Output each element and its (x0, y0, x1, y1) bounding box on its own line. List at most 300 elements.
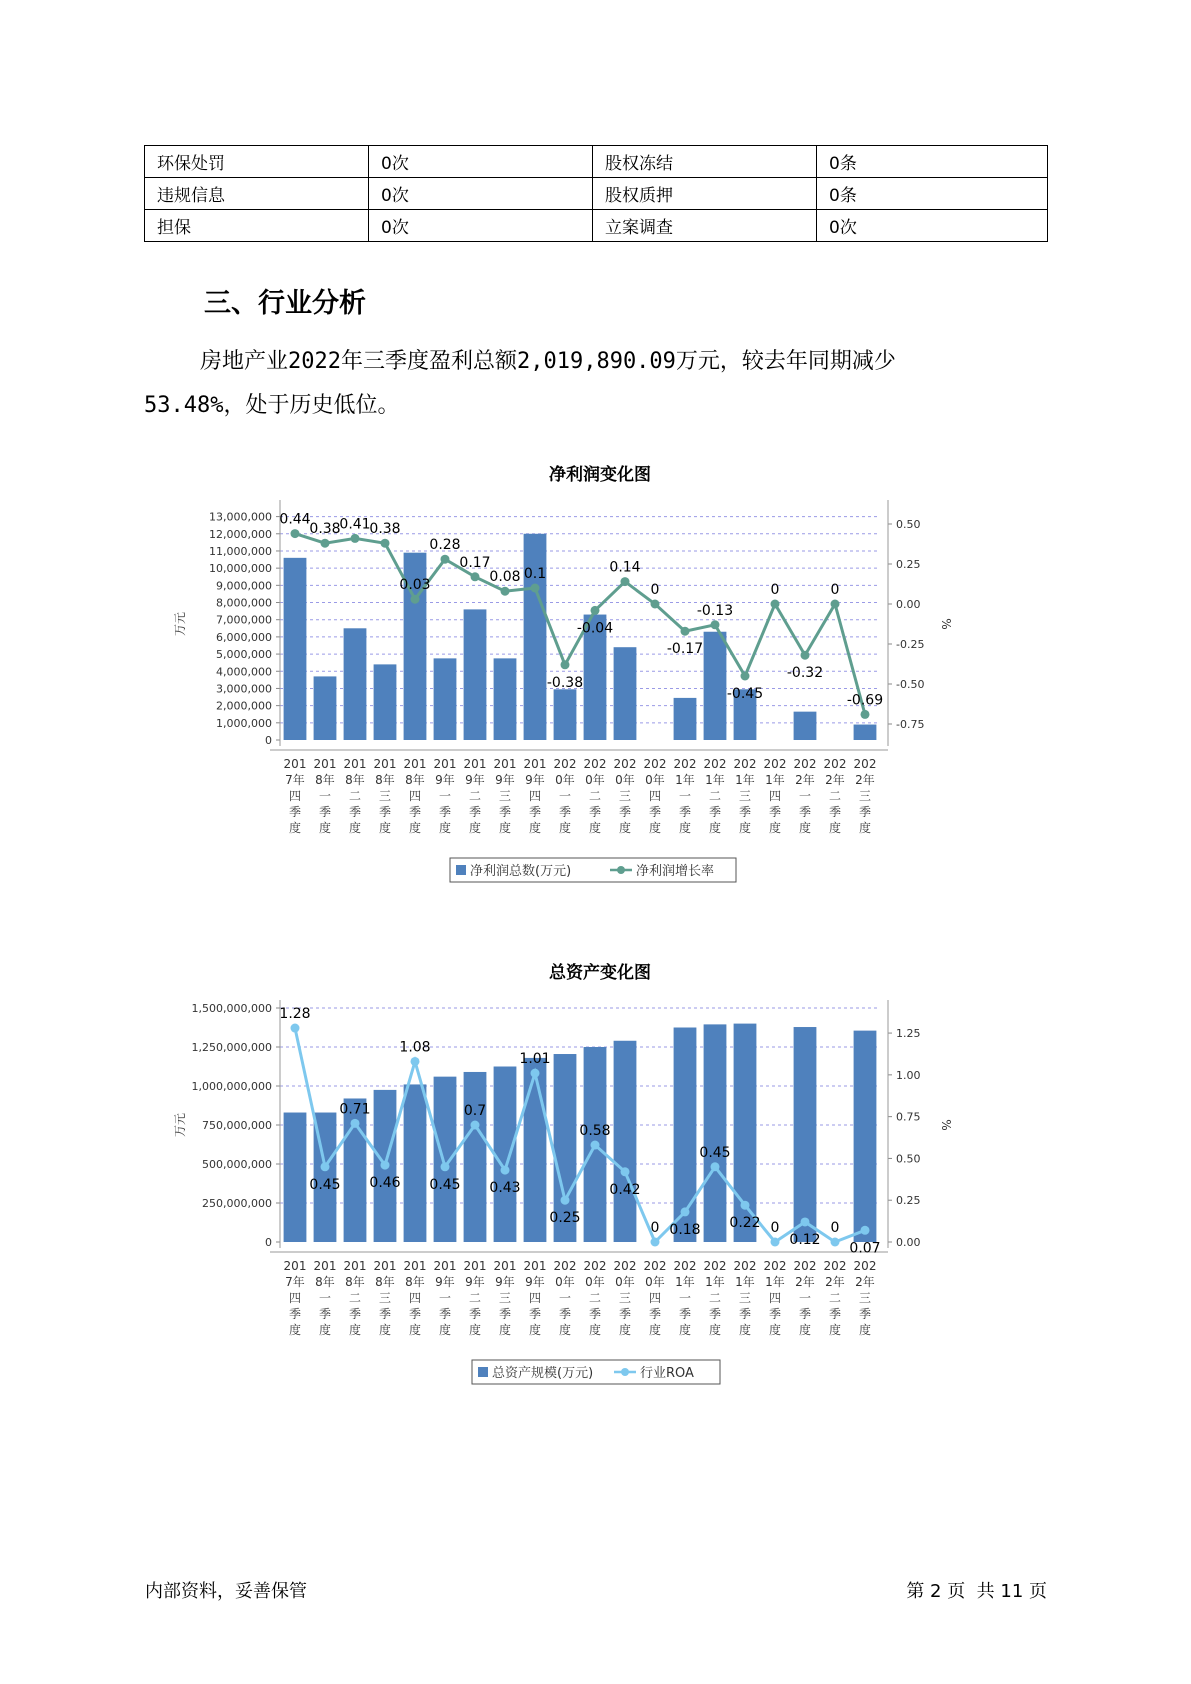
x-tick-label: 202 (643, 1259, 667, 1273)
x-tick-label: 0年 (645, 773, 665, 787)
x-tick-label: 季 (498, 1307, 512, 1321)
x-tick-label: 2年 (825, 773, 845, 787)
x-tick-label: 一 (438, 789, 452, 803)
line-point (321, 539, 330, 548)
y-axis-label: 万元 (173, 1112, 187, 1138)
table-cell: 违规信息 (145, 178, 369, 210)
x-tick-label: 季 (318, 805, 332, 819)
bar (344, 628, 367, 740)
x-tick-label: 季 (858, 1307, 872, 1321)
x-tick-label: 度 (498, 1323, 512, 1337)
x-tick-label: 202 (793, 757, 817, 771)
x-tick-label: 度 (318, 821, 332, 835)
bar (494, 1067, 517, 1243)
data-label: -0.04 (576, 620, 614, 637)
y-tick-label: 1,500,000,000 (191, 1002, 272, 1015)
x-tick-label: 202 (553, 1259, 577, 1273)
x-tick-label: 1年 (705, 773, 725, 787)
x-tick-label: 度 (858, 821, 872, 835)
x-tick-label: 202 (673, 1259, 697, 1273)
x-tick-label: 度 (708, 821, 722, 835)
x-tick-label: 季 (408, 1307, 422, 1321)
x-tick-label: 三 (378, 1291, 392, 1305)
y2-tick-label: 1.25 (896, 1027, 921, 1041)
bar (704, 1024, 727, 1242)
x-tick-label: 二 (828, 789, 842, 803)
line-point (681, 1207, 690, 1216)
x-tick-label: 季 (288, 805, 302, 819)
x-tick-label: 季 (498, 805, 512, 819)
line-point (561, 1196, 570, 1205)
x-tick-label: 2年 (795, 773, 815, 787)
x-tick-label: 7年 (285, 1275, 305, 1289)
bar (614, 1041, 637, 1242)
x-tick-label: 三 (378, 789, 392, 803)
x-tick-label: 度 (558, 1323, 572, 1337)
x-tick-label: 二 (708, 789, 722, 803)
bar (464, 609, 487, 740)
x-tick-label: 季 (858, 805, 872, 819)
data-label: 1.28 (279, 1006, 311, 1023)
x-tick-label: 季 (828, 805, 842, 819)
x-tick-label: 201 (313, 1259, 337, 1273)
x-tick-label: 201 (523, 757, 547, 771)
x-tick-label: 二 (468, 789, 482, 803)
bar (794, 1027, 817, 1242)
y-tick-label: 250,000,000 (202, 1197, 272, 1210)
y-tick-label: 0 (265, 1236, 272, 1249)
x-tick-label: 度 (438, 821, 452, 835)
y2-tick-label: 0.25 (896, 558, 921, 571)
x-tick-label: 三 (738, 1291, 752, 1305)
table-cell: 股权质押 (593, 178, 817, 210)
x-tick-label: 度 (678, 1323, 692, 1337)
x-tick-label: 202 (823, 1259, 847, 1273)
y-tick-label: 10,000,000 (209, 562, 272, 576)
x-tick-label: 度 (858, 1323, 872, 1337)
line-point (441, 1162, 450, 1171)
x-tick-label: 8年 (375, 773, 395, 787)
x-tick-label: 9年 (465, 773, 485, 787)
x-tick-label: 202 (673, 757, 697, 771)
x-tick-label: 201 (343, 1259, 367, 1273)
x-tick-label: 1年 (675, 1275, 695, 1289)
x-tick-label: 202 (553, 757, 577, 771)
x-tick-label: 202 (613, 1259, 637, 1273)
x-tick-label: 1年 (675, 773, 695, 787)
data-label: 0 (650, 1220, 660, 1236)
x-tick-label: 201 (433, 757, 457, 771)
x-tick-label: 四 (648, 789, 662, 803)
x-tick-label: 三 (618, 789, 632, 803)
line-point (321, 1162, 330, 1171)
x-tick-label: 202 (763, 1259, 787, 1273)
table-cell: 0次 (369, 178, 593, 210)
line-point (771, 600, 780, 609)
data-label: 0.12 (789, 1231, 821, 1248)
line-point (741, 672, 750, 681)
x-tick-label: 季 (828, 1307, 842, 1321)
data-label: 0.45 (699, 1144, 731, 1161)
x-tick-label: 201 (373, 1259, 397, 1273)
x-tick-label: 度 (798, 821, 812, 835)
x-tick-label: 度 (588, 821, 602, 835)
legend-label-line: 净利润增长率 (636, 864, 715, 879)
x-tick-label: 7年 (285, 773, 305, 787)
line-point (801, 651, 810, 660)
y2-tick-label: 0.00 (896, 598, 921, 611)
data-label: 0.28 (429, 537, 461, 554)
line-point (291, 1024, 300, 1033)
x-tick-label: 季 (768, 805, 782, 819)
x-tick-label: 四 (648, 1291, 662, 1305)
x-tick-label: 度 (738, 1323, 752, 1337)
x-tick-label: 9年 (435, 1275, 455, 1289)
table-cell: 0次 (369, 146, 593, 178)
x-tick-label: 二 (348, 789, 362, 803)
data-label: 0.07 (849, 1240, 881, 1257)
line-point (381, 539, 390, 548)
bar (704, 632, 727, 740)
line-point (651, 1238, 660, 1247)
line-point (831, 1238, 840, 1247)
x-tick-label: 201 (283, 757, 307, 771)
line-point (441, 555, 450, 564)
x-tick-label: 季 (408, 805, 422, 819)
data-label: 0 (770, 1220, 780, 1236)
x-tick-label: 季 (738, 805, 752, 819)
line-point (741, 1201, 750, 1210)
x-tick-label: 0年 (645, 1275, 665, 1289)
x-tick-label: 0年 (615, 1275, 635, 1289)
x-tick-label: 度 (348, 821, 362, 835)
data-label: 0.45 (429, 1176, 461, 1193)
x-tick-label: 度 (528, 821, 542, 835)
x-tick-label: 四 (288, 1291, 302, 1305)
data-label: 0 (830, 582, 840, 598)
risk-info-table (144, 145, 1048, 242)
data-label: 0.17 (459, 554, 491, 571)
x-tick-label: 202 (733, 757, 757, 771)
x-tick-label: 度 (558, 821, 572, 835)
x-tick-label: 一 (558, 789, 572, 803)
x-tick-label: 8年 (345, 773, 365, 787)
x-tick-label: 度 (408, 1323, 422, 1337)
x-tick-label: 季 (708, 1307, 722, 1321)
data-label: 0 (650, 582, 660, 598)
x-tick-label: 二 (588, 789, 602, 803)
data-label: -0.13 (696, 602, 734, 619)
x-tick-label: 8年 (405, 1275, 425, 1289)
line-point (471, 572, 480, 581)
x-tick-label: 202 (643, 757, 667, 771)
y-tick-label: 1,000,000,000 (191, 1080, 272, 1093)
x-tick-label: 1年 (765, 773, 785, 787)
legend-swatch-marker (621, 1368, 629, 1376)
y2-tick-label: 1.00 (896, 1068, 921, 1082)
x-tick-label: 季 (678, 805, 692, 819)
x-tick-label: 度 (348, 1323, 362, 1337)
table-cell: 0条 (817, 146, 1048, 178)
paragraph-text-1: 房地产业2022年三季度盈利总额2,019,890.09万元，较去年同期减少 (200, 349, 896, 374)
x-tick-label: 1年 (735, 1275, 755, 1289)
x-tick-label: 202 (823, 757, 847, 771)
x-tick-label: 季 (468, 805, 482, 819)
bar (674, 698, 697, 740)
y-tick-label: 500,000,000 (202, 1158, 272, 1171)
line-point (411, 595, 420, 604)
data-label: 0.14 (609, 559, 641, 576)
net-profit-chart (160, 492, 1000, 912)
table-cell: 担保 (145, 210, 369, 242)
line-point (711, 620, 720, 629)
x-tick-label: 季 (318, 1307, 332, 1321)
x-tick-label: 三 (858, 789, 872, 803)
legend-swatch-bar (456, 865, 466, 875)
x-tick-label: 度 (738, 821, 752, 835)
x-tick-label: 度 (828, 821, 842, 835)
analysis-paragraph (144, 340, 1048, 428)
x-tick-label: 三 (858, 1291, 872, 1305)
bar (524, 534, 547, 740)
data-label: 0.25 (549, 1210, 581, 1227)
x-tick-label: 201 (433, 1259, 457, 1273)
x-tick-label: 三 (618, 1291, 632, 1305)
bar (284, 558, 307, 740)
x-tick-label: 一 (438, 1291, 452, 1305)
x-tick-label: 一 (798, 1291, 812, 1305)
bar (494, 658, 517, 740)
x-tick-label: 四 (288, 789, 302, 803)
x-tick-label: 度 (288, 1323, 302, 1337)
data-label: 0.44 (279, 511, 311, 528)
x-tick-label: 202 (583, 1259, 607, 1273)
x-tick-label: 度 (528, 1323, 542, 1337)
x-tick-label: 2年 (855, 773, 875, 787)
x-tick-label: 度 (678, 821, 692, 835)
x-tick-label: 季 (678, 1307, 692, 1321)
line-point (411, 1057, 420, 1066)
x-tick-label: 202 (703, 1259, 727, 1273)
data-label: 0.71 (339, 1101, 371, 1118)
y2-tick-label: 0.75 (896, 1110, 921, 1124)
legend-label-bar: 净利润总数(万元) (470, 864, 572, 879)
y-tick-label: 9,000,000 (216, 579, 272, 593)
line-point (501, 1166, 510, 1175)
line-point (861, 1226, 870, 1235)
data-label: 0.43 (489, 1180, 521, 1197)
line-point (531, 1069, 540, 1078)
x-tick-label: 一 (318, 1291, 332, 1305)
x-tick-label: 度 (498, 821, 512, 835)
bar (284, 1113, 307, 1242)
x-tick-label: 9年 (495, 1275, 515, 1289)
x-tick-label: 201 (313, 757, 337, 771)
x-tick-label: 度 (288, 821, 302, 835)
x-tick-label: 季 (798, 1307, 812, 1321)
data-label: 0 (770, 582, 780, 598)
line-point (291, 529, 300, 538)
x-tick-label: 8年 (315, 1275, 335, 1289)
y-tick-label: 7,000,000 (216, 613, 272, 627)
x-tick-label: 201 (463, 757, 487, 771)
table-cell: 环保处罚 (145, 146, 369, 178)
bar (524, 1058, 547, 1242)
x-tick-label: 201 (403, 1259, 427, 1273)
x-tick-label: 季 (438, 1307, 452, 1321)
y-tick-label: 3,000,000 (216, 682, 272, 696)
x-tick-label: 季 (768, 1307, 782, 1321)
bar (374, 664, 397, 740)
x-tick-label: 季 (798, 805, 812, 819)
x-tick-label: 二 (588, 1291, 602, 1305)
y2-tick-label: 0.00 (896, 1236, 921, 1249)
x-tick-label: 201 (283, 1259, 307, 1273)
x-tick-label: 一 (558, 1291, 572, 1305)
table-cell: 0条 (817, 178, 1048, 210)
x-tick-label: 季 (618, 805, 632, 819)
x-tick-label: 季 (378, 1307, 392, 1321)
data-label: -0.38 (546, 674, 584, 691)
x-tick-label: 0年 (615, 773, 635, 787)
x-tick-label: 季 (708, 805, 722, 819)
x-tick-label: 二 (468, 1291, 482, 1305)
x-tick-label: 季 (438, 805, 452, 819)
data-label: 1.01 (519, 1051, 551, 1068)
data-label: 0.45 (309, 1176, 341, 1193)
x-tick-label: 度 (798, 1323, 812, 1337)
bar (434, 658, 457, 740)
line-point (501, 587, 510, 596)
line-point (561, 660, 570, 669)
table-cell: 股权冻结 (593, 146, 817, 178)
line-point (591, 606, 600, 615)
y2-tick-label: 0.50 (896, 1152, 921, 1166)
x-tick-label: 0年 (555, 773, 575, 787)
bar (614, 647, 637, 740)
x-tick-label: 三 (738, 789, 752, 803)
y-axis-label: 万元 (173, 611, 187, 637)
data-label: 0.1 (523, 566, 547, 582)
x-tick-label: 季 (348, 805, 362, 819)
data-label: 0.7 (463, 1103, 487, 1119)
chart-title-total-assets: 总资产变化图 (549, 963, 651, 983)
data-label: -0.32 (786, 665, 824, 682)
y-tick-label: 5,000,000 (216, 648, 272, 662)
x-tick-label: 202 (733, 1259, 757, 1273)
table-row (145, 210, 1048, 242)
table-cell: 0次 (817, 210, 1048, 242)
table-row (145, 178, 1048, 210)
legend-label-line: 行业ROA (640, 1366, 694, 1381)
x-tick-label: 201 (463, 1259, 487, 1273)
data-label: -0.45 (726, 686, 764, 702)
x-tick-label: 度 (378, 1323, 392, 1337)
line-point (681, 627, 690, 636)
x-tick-label: 202 (763, 757, 787, 771)
x-tick-label: 度 (468, 821, 482, 835)
x-tick-label: 度 (408, 821, 422, 835)
y-tick-label: 11,000,000 (209, 544, 272, 558)
legend-swatch-bar (478, 1367, 488, 1377)
x-tick-label: 二 (828, 1291, 842, 1305)
x-tick-label: 一 (678, 1291, 692, 1305)
x-tick-label: 一 (678, 789, 692, 803)
legend-swatch-marker (617, 866, 625, 874)
footer-page-number: 第 2 页 共 11 页 (906, 1581, 1047, 1602)
x-tick-label: 8年 (345, 1275, 365, 1289)
y-tick-label: 1,250,000,000 (191, 1041, 272, 1054)
data-label: 0 (830, 1220, 840, 1236)
data-label: 0.18 (669, 1221, 701, 1238)
x-tick-label: 季 (648, 1307, 662, 1321)
y-tick-label: 12,000,000 (209, 527, 272, 541)
x-tick-label: 四 (408, 1291, 422, 1305)
x-tick-label: 9年 (525, 1275, 545, 1289)
x-tick-label: 9年 (465, 1275, 485, 1289)
x-tick-label: 四 (528, 789, 542, 803)
line-point (471, 1121, 480, 1130)
bar (464, 1072, 487, 1242)
total-assets-chart (160, 990, 1000, 1410)
data-label: 0.38 (309, 521, 341, 538)
x-tick-label: 201 (493, 757, 517, 771)
x-tick-label: 度 (618, 1323, 632, 1337)
x-tick-label: 201 (403, 757, 427, 771)
x-tick-label: 四 (768, 1291, 782, 1305)
data-label: 0.58 (579, 1123, 611, 1140)
line-point (351, 1119, 360, 1128)
x-tick-label: 季 (558, 805, 572, 819)
x-tick-label: 季 (288, 1307, 302, 1321)
bar (854, 1031, 877, 1242)
x-tick-label: 季 (468, 1307, 482, 1321)
x-tick-label: 三 (498, 1291, 512, 1305)
section-heading: 三、行业分析 (204, 288, 366, 319)
footer-confidential-note: 内部资料，妥善保管 (145, 1581, 307, 1602)
x-tick-label: 度 (618, 821, 632, 835)
x-tick-label: 度 (768, 821, 782, 835)
bar (554, 689, 577, 740)
bar (404, 1084, 427, 1242)
x-tick-label: 8年 (405, 773, 425, 787)
line-point (771, 1238, 780, 1247)
y2-tick-label: 0.50 (896, 518, 921, 531)
x-tick-label: 度 (318, 1323, 332, 1337)
legend-label-bar: 总资产规模(万元) (492, 1366, 594, 1381)
x-tick-label: 202 (853, 757, 877, 771)
data-label: 0.08 (489, 569, 521, 586)
x-tick-label: 9年 (495, 773, 515, 787)
x-tick-label: 四 (408, 789, 422, 803)
data-label: 0.42 (609, 1181, 641, 1198)
paragraph-line-2: 53.48%，处于历史低位。 (144, 393, 400, 418)
x-tick-label: 季 (588, 1307, 602, 1321)
table-cell: 0次 (369, 210, 593, 242)
x-tick-label: 季 (618, 1307, 632, 1321)
x-tick-label: 度 (828, 1323, 842, 1337)
data-label: 0.41 (339, 516, 371, 533)
y2-axis-label: % (939, 618, 953, 630)
x-tick-label: 度 (438, 1323, 452, 1337)
line-point (651, 600, 660, 609)
data-label: 0.38 (369, 521, 401, 538)
table-cell: 立案调查 (593, 210, 817, 242)
x-tick-label: 二 (708, 1291, 722, 1305)
line-point (711, 1162, 720, 1171)
line-point (591, 1141, 600, 1150)
data-label: -0.17 (666, 641, 704, 658)
